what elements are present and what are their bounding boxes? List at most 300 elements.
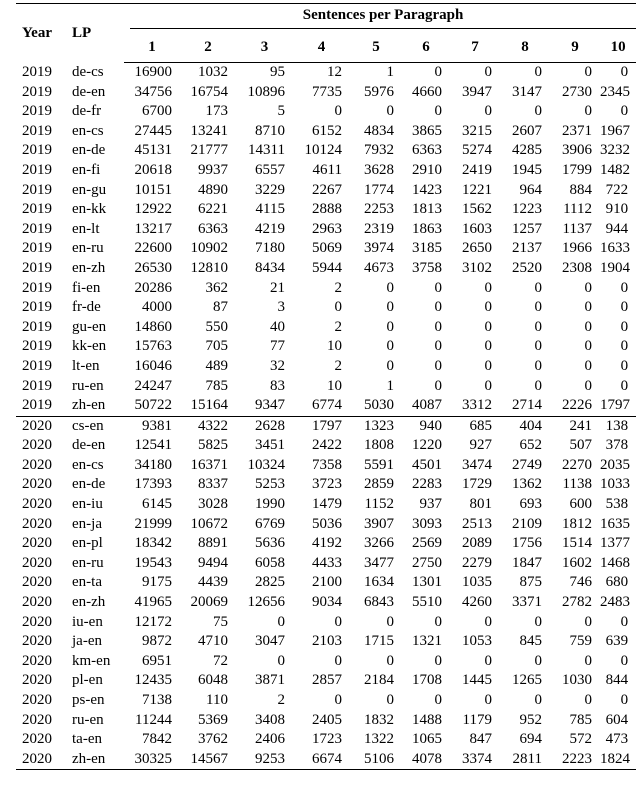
year-cell: 2019	[22, 63, 52, 80]
count-cell: 21777	[190, 142, 228, 159]
count-cell: 8337	[198, 476, 228, 493]
count-cell: 18342	[134, 535, 172, 552]
count-cell: 3974	[364, 240, 394, 257]
table-row	[16, 593, 636, 613]
table-row	[16, 181, 636, 201]
table-row	[16, 750, 636, 770]
count-cell: 5510	[412, 594, 442, 611]
count-cell: 12435	[134, 672, 172, 689]
year-cell: 2019	[22, 299, 52, 316]
count-cell: 0	[434, 338, 442, 355]
table-row	[16, 691, 636, 711]
count-cell: 0	[620, 338, 629, 355]
year-cell: 2019	[22, 397, 52, 414]
table-row	[16, 279, 636, 299]
count-cell: 0	[334, 652, 342, 669]
year-cell: 2019	[22, 122, 52, 139]
count-cell: 0	[620, 357, 629, 374]
count-cell: 1863	[412, 220, 442, 237]
count-cell: 10151	[134, 181, 172, 198]
count-cell: 0	[386, 103, 394, 120]
count-cell: 1221	[462, 181, 492, 198]
count-cell: 940	[402, 416, 450, 436]
table-row	[16, 515, 636, 535]
count-cell: 1301	[412, 574, 442, 591]
lp-cell: en-ja	[72, 515, 102, 532]
count-cell: 6557	[255, 161, 285, 178]
count-cell: 0	[584, 338, 592, 355]
count-cell: 2253	[364, 201, 394, 218]
count-cell: 3906	[562, 142, 592, 159]
count-cell: 1708	[412, 672, 442, 689]
column-header-5: 5	[350, 32, 402, 63]
count-cell: 0	[434, 377, 442, 394]
lp-cell: ta-en	[72, 731, 102, 748]
count-cell: 1362	[512, 476, 542, 493]
count-cell: 2520	[512, 259, 542, 276]
count-cell: 2089	[462, 535, 492, 552]
count-cell: 0	[584, 103, 592, 120]
count-cell: 0	[534, 103, 542, 120]
table-row	[16, 652, 636, 672]
count-cell: 4078	[402, 750, 450, 770]
count-cell: 1797	[600, 397, 630, 414]
count-cell: 1137	[562, 220, 592, 237]
table-row	[16, 337, 636, 357]
table-row	[16, 671, 636, 691]
count-cell: 5591	[364, 456, 394, 473]
count-cell: 845	[519, 633, 542, 650]
count-cell: 16046	[134, 357, 172, 374]
count-cell: 507	[569, 437, 592, 454]
count-cell: 0	[484, 299, 492, 316]
count-cell: 722	[605, 181, 629, 198]
table-row	[16, 573, 636, 593]
count-cell: 5069	[312, 240, 342, 257]
table-row	[16, 63, 636, 83]
count-cell: 0	[434, 318, 442, 335]
count-cell: 0	[620, 652, 629, 669]
count-cell: 8710	[255, 122, 285, 139]
year-cell: 2020	[22, 613, 52, 630]
count-cell: 1847	[512, 554, 542, 571]
count-cell: 680	[605, 574, 629, 591]
count-cell: 1423	[412, 181, 442, 198]
year-cell: 2020	[16, 416, 68, 436]
count-cell: 6843	[364, 594, 394, 611]
table-row	[16, 161, 636, 181]
lp-cell: en-fi	[72, 161, 101, 178]
count-cell: 15763	[134, 338, 172, 355]
count-cell: 550	[205, 318, 228, 335]
count-cell: 5976	[364, 83, 394, 100]
count-cell: 2	[334, 318, 342, 335]
count-cell: 1032	[198, 64, 228, 80]
table-row	[16, 220, 636, 240]
table-row	[16, 416, 636, 436]
count-cell: 1112	[563, 201, 592, 218]
count-cell: 1635	[600, 515, 630, 532]
table-row	[16, 239, 636, 259]
count-cell: 2628	[236, 416, 293, 436]
count-cell: 0	[584, 377, 592, 394]
count-cell: 12541	[134, 437, 172, 454]
count-cell: 5825	[198, 437, 228, 454]
year-cell: 2019	[22, 377, 52, 394]
count-cell: 2	[334, 357, 342, 374]
lp-cell: en-de	[72, 476, 106, 493]
count-cell: 16371	[190, 456, 228, 473]
count-cell: 6145	[142, 496, 172, 513]
count-cell: 3762	[198, 731, 228, 748]
column-header-4: 4	[293, 32, 350, 63]
count-cell: 6674	[293, 750, 350, 770]
count-cell: 8891	[198, 535, 228, 552]
lp-cell: en-iu	[72, 496, 103, 513]
count-cell: 34756	[134, 83, 172, 100]
count-cell: 2750	[412, 554, 442, 571]
count-cell: 6700	[142, 103, 172, 120]
count-cell: 2422	[312, 437, 342, 454]
count-cell: 2714	[512, 397, 542, 414]
year-cell: 2020	[22, 731, 52, 748]
year-cell: 2020	[22, 594, 52, 611]
column-header-9: 9	[550, 32, 600, 63]
count-cell: 9494	[198, 554, 228, 571]
lp-cell: km-en	[72, 652, 111, 669]
lp-cell: en-kk	[72, 201, 107, 218]
year-cell: 2020	[22, 535, 52, 552]
lp-cell: en-gu	[72, 181, 107, 198]
table-row	[16, 436, 636, 456]
count-cell: 1729	[462, 476, 492, 493]
year-2020-group	[16, 416, 636, 770]
year-cell: 2019	[22, 279, 52, 296]
count-cell: 0	[584, 692, 592, 708]
count-cell: 1774	[364, 181, 394, 198]
count-cell: 10902	[190, 240, 228, 257]
count-cell: 0	[434, 103, 442, 120]
count-cell: 11244	[135, 711, 172, 728]
lp-cell: ja-en	[72, 633, 102, 650]
count-cell: 759	[569, 633, 592, 650]
count-cell: 7180	[255, 240, 285, 257]
table-row	[16, 357, 636, 377]
count-cell: 1603	[462, 220, 492, 237]
count-cell: 6769	[255, 515, 285, 532]
table-row	[16, 83, 636, 103]
count-cell: 0	[620, 377, 629, 394]
count-cell: 1799	[562, 161, 592, 178]
count-cell: 1035	[462, 574, 492, 591]
count-cell: 1488	[412, 711, 442, 728]
header-row-group	[16, 4, 636, 33]
count-cell: 2279	[462, 554, 492, 571]
count-cell: 2857	[312, 672, 342, 689]
count-cell: 3374	[450, 750, 500, 770]
count-cell: 3232	[600, 142, 630, 159]
count-cell: 3093	[412, 515, 442, 532]
count-cell: 1756	[512, 535, 542, 552]
year-cell: 2020	[16, 750, 68, 770]
count-cell: 24247	[134, 377, 172, 394]
count-cell: 2	[334, 279, 342, 296]
count-cell: 3474	[462, 456, 492, 473]
count-cell: 41965	[134, 594, 172, 611]
count-cell: 0	[484, 692, 492, 708]
count-cell: 7138	[142, 692, 172, 708]
count-cell: 1479	[312, 496, 342, 513]
count-cell: 4660	[412, 83, 442, 100]
count-cell: 685	[450, 416, 500, 436]
count-cell: 0	[620, 103, 629, 120]
count-cell: 1220	[412, 437, 442, 454]
column-header-8: 8	[500, 32, 550, 63]
count-cell: 20286	[134, 279, 172, 296]
count-cell: 9381	[124, 416, 180, 436]
lp-column-header: LP	[68, 4, 124, 63]
count-cell: 0	[277, 652, 285, 669]
count-cell: 110	[206, 692, 228, 708]
sentences-per-paragraph-header	[124, 4, 636, 33]
year-cell: 2020	[22, 456, 52, 473]
count-cell: 138	[600, 416, 636, 436]
count-cell: 15164	[190, 397, 228, 414]
lp-cell: de-cs	[72, 63, 104, 80]
table-container	[16, 3, 636, 770]
count-cell: 378	[605, 437, 629, 454]
count-cell: 1053	[462, 633, 492, 650]
count-cell: 3628	[364, 161, 394, 178]
year-cell: 2019	[22, 181, 52, 198]
count-cell: 0	[277, 613, 285, 630]
count-cell: 0	[334, 103, 342, 120]
count-cell: 2345	[600, 83, 630, 100]
count-cell: 0	[386, 318, 394, 335]
count-cell: 0	[484, 318, 492, 335]
count-cell: 4285	[512, 142, 542, 159]
count-cell: 2137	[512, 240, 542, 257]
lp-cell: en-cs	[72, 456, 104, 473]
count-cell: 0	[386, 338, 394, 355]
lp-cell: en-ru	[72, 240, 104, 257]
count-cell: 10896	[247, 83, 285, 100]
year-cell: 2020	[22, 515, 52, 532]
count-cell: 4192	[312, 535, 342, 552]
count-cell: 1030	[562, 672, 592, 689]
count-cell: 4000	[142, 299, 172, 316]
count-cell: 1138	[562, 476, 592, 493]
lp-cell: en-de	[72, 142, 106, 159]
count-cell: 5636	[255, 535, 285, 552]
count-cell: 1812	[562, 515, 592, 532]
table-row	[16, 534, 636, 554]
lp-cell: en-pl	[72, 535, 103, 552]
count-cell: 26530	[134, 259, 172, 276]
count-cell: 572	[569, 731, 592, 748]
count-cell: 2109	[512, 515, 542, 532]
count-cell: 1514	[562, 535, 592, 552]
table-row	[16, 475, 636, 495]
year-cell: 2019	[22, 201, 52, 218]
lp-cell: iu-en	[72, 613, 103, 630]
count-cell: 16900	[134, 64, 172, 80]
count-cell: 2406	[255, 731, 285, 748]
lp-cell: en-zh	[72, 594, 106, 611]
count-cell: 0	[620, 318, 629, 335]
table-row	[16, 298, 636, 318]
table-row	[16, 711, 636, 731]
lp-cell: zh-en	[72, 397, 106, 414]
column-header-10: 10	[600, 32, 636, 63]
count-cell: 746	[569, 574, 592, 591]
count-cell: 7358	[312, 456, 342, 473]
count-cell: 785	[205, 377, 228, 394]
count-cell: 6221	[198, 201, 228, 218]
count-cell: 2859	[364, 476, 394, 493]
count-cell: 2483	[600, 594, 630, 611]
count-cell: 1904	[600, 259, 630, 276]
count-cell: 5369	[198, 711, 228, 728]
sentences-per-paragraph-table	[16, 3, 636, 770]
count-cell: 7842	[142, 731, 172, 748]
count-cell: 9034	[312, 594, 342, 611]
count-cell: 0	[334, 692, 342, 708]
count-cell: 0	[584, 279, 592, 296]
count-cell: 2270	[562, 456, 592, 473]
count-cell: 2103	[312, 633, 342, 650]
count-cell: 9347	[255, 397, 285, 414]
year-cell: 2019	[22, 338, 52, 355]
count-cell: 705	[205, 338, 228, 355]
table-row	[16, 495, 636, 515]
count-cell: 1808	[364, 437, 394, 454]
count-cell: 0	[386, 299, 394, 316]
table-row	[16, 318, 636, 338]
count-cell: 362	[205, 279, 228, 296]
year-cell: 2019	[22, 142, 52, 159]
count-cell: 6363	[198, 220, 228, 237]
year-cell: 2019	[22, 318, 52, 335]
lp-cell: zh-en	[68, 750, 124, 770]
lp-cell: fr-de	[72, 299, 101, 316]
count-cell: 5106	[350, 750, 402, 770]
count-cell: 5944	[312, 259, 342, 276]
count-cell: 1966	[562, 240, 592, 257]
count-cell: 12922	[134, 201, 172, 218]
count-cell: 952	[519, 711, 542, 728]
count-cell: 7932	[364, 142, 394, 159]
count-cell: 72	[213, 652, 228, 669]
count-cell: 964	[519, 181, 542, 198]
count-cell: 693	[519, 496, 542, 513]
count-cell: 0	[334, 613, 342, 630]
count-cell: 21	[270, 279, 285, 296]
count-cell: 19543	[134, 554, 172, 571]
count-cell: 1562	[462, 201, 492, 218]
year-cell: 2020	[22, 633, 52, 650]
count-cell: 2910	[412, 161, 442, 178]
count-cell: 22600	[134, 240, 172, 257]
count-cell: 5	[277, 103, 285, 120]
count-cell: 2607	[512, 122, 542, 139]
column-header-3: 3	[236, 32, 293, 63]
count-cell: 17393	[134, 476, 172, 493]
count-cell: 1633	[600, 240, 630, 257]
count-cell: 14860	[134, 318, 172, 335]
count-cell: 3865	[412, 122, 442, 139]
table-row	[16, 102, 636, 122]
count-cell: 1634	[364, 574, 394, 591]
count-cell: 1715	[364, 633, 394, 650]
table-row	[16, 377, 636, 397]
year-2019-group	[16, 63, 636, 417]
count-cell: 0	[484, 377, 492, 394]
column-header-7: 7	[450, 32, 500, 63]
count-cell: 10124	[304, 142, 342, 159]
count-cell: 4433	[312, 554, 342, 571]
count-cell: 0	[534, 613, 542, 630]
count-cell: 20069	[190, 594, 228, 611]
lp-cell: pl-en	[72, 672, 103, 689]
count-cell: 0	[434, 692, 442, 708]
count-cell: 6774	[312, 397, 342, 414]
count-cell: 21999	[134, 515, 172, 532]
count-cell: 844	[605, 672, 629, 689]
count-cell: 3102	[462, 259, 492, 276]
count-cell: 50722	[134, 397, 172, 414]
count-cell: 2308	[562, 259, 592, 276]
count-cell: 1445	[462, 672, 492, 689]
year-cell: 2019	[22, 357, 52, 374]
count-cell: 9253	[236, 750, 293, 770]
count-cell: 847	[469, 731, 492, 748]
lp-cell: de-fr	[72, 103, 102, 120]
count-cell: 4673	[364, 259, 394, 276]
count-cell: 0	[484, 103, 492, 120]
count-cell: 34180	[134, 456, 172, 473]
count-cell: 604	[605, 711, 629, 728]
count-cell: 14311	[248, 142, 285, 159]
table-row	[16, 122, 636, 142]
count-cell: 40	[270, 318, 285, 335]
column-header-6: 6	[402, 32, 450, 63]
count-cell: 884	[569, 181, 592, 198]
count-cell: 1482	[600, 161, 630, 178]
count-cell: 0	[534, 299, 542, 316]
count-cell: 1152	[364, 496, 394, 513]
count-cell: 6058	[255, 554, 285, 571]
count-cell: 3907	[364, 515, 394, 532]
count-cell: 5036	[312, 515, 342, 532]
count-cell: 2811	[500, 750, 550, 770]
count-cell: 6048	[198, 672, 228, 689]
count-cell: 4611	[312, 161, 342, 178]
year-cell: 2019	[22, 220, 52, 237]
count-cell: 0	[584, 318, 592, 335]
count-cell: 0	[434, 64, 442, 80]
count-cell: 0	[620, 64, 629, 80]
count-cell: 0	[434, 357, 442, 374]
count-cell: 1179	[462, 711, 492, 728]
count-cell: 2782	[562, 594, 592, 611]
count-cell: 1723	[312, 731, 342, 748]
count-cell: 1832	[364, 711, 394, 728]
count-cell: 3229	[255, 181, 285, 198]
count-cell: 944	[605, 220, 629, 237]
lp-cell: fi-en	[72, 279, 101, 296]
count-cell: 5253	[255, 476, 285, 493]
